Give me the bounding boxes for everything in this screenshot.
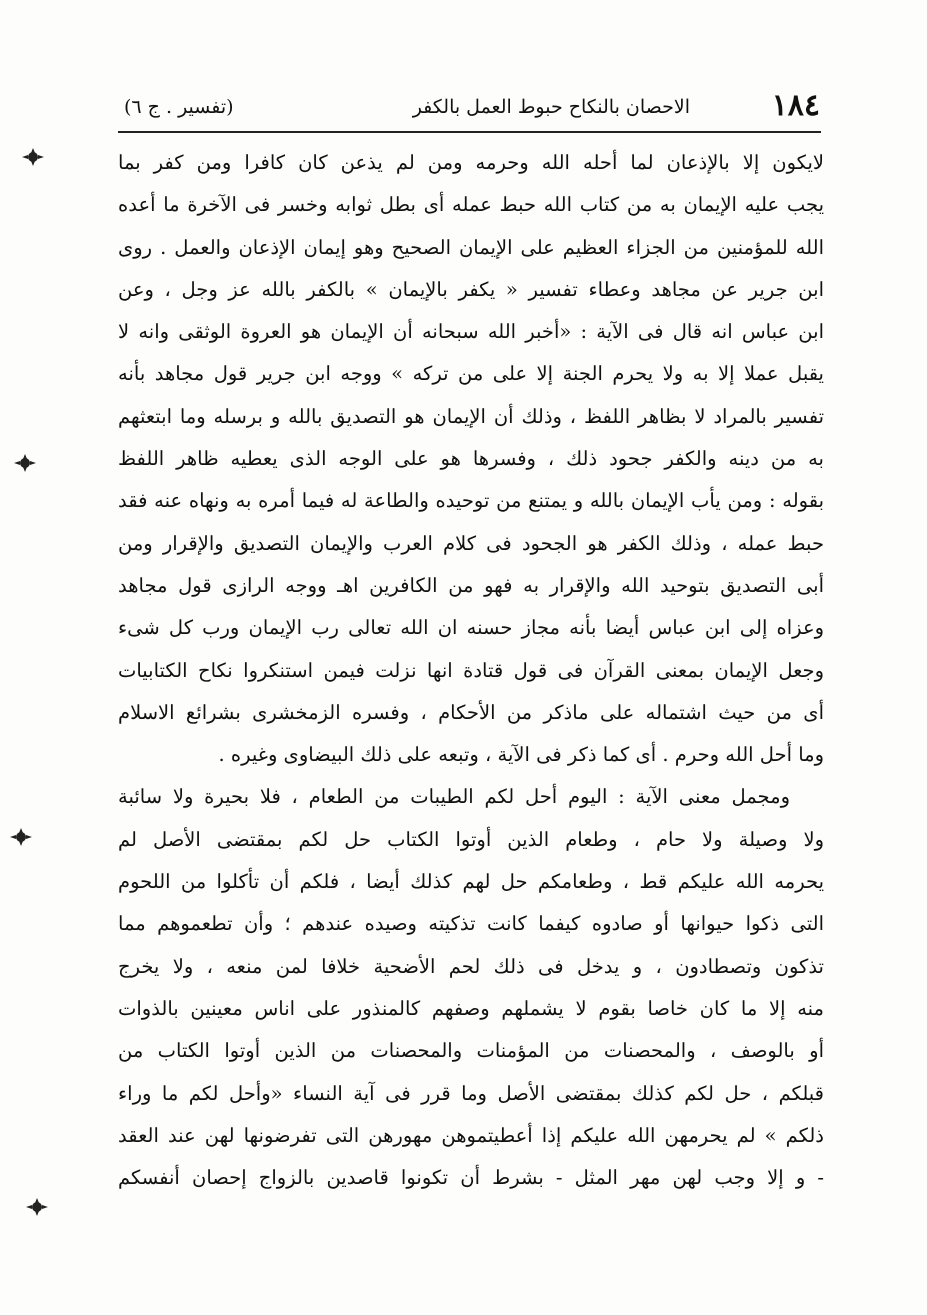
- body-text: [118, 142, 824, 1292]
- text-line: ذلكم » لم يحرمهن الله عليكم إذا أعطيتموهن مهورهن التى تفرضونها لهن عند العقد: [118, 1123, 824, 1147]
- text-line: وما أحل الله وحرم . أى كما ذكر فى الآية ، وتبعه على ذلك البيضاوى وغيره .: [218, 743, 824, 767]
- text-line: ابن جرير عن مجاهد وعطاء تفسير « يكفر بالإيمان » بالكفر بالله عز وجل ، وعن: [118, 277, 824, 301]
- text-line: أى من حيث اشتماله على ماذكر من الأحكام ، وفسره الزمخشرى بشرائع الاسلام: [118, 700, 824, 724]
- text-line: وعزاه إلى ابن عباس أيضا بأنه مجاز حسنه ان الله تعالى رب الإيمان ورب كل شىء: [118, 616, 824, 640]
- margin-ornament-icon: [10, 826, 32, 848]
- text-line: يحرمه الله عليكم قط ، وطعامكم حل لهم كذلك أيضا ، فلكم أن تأكلوا من اللحوم: [118, 870, 824, 894]
- text-line: حبط عمله ، وذلك الكفر هو الجحود فى كلام العرب والإيمان التصديق والإقرار ومن: [118, 531, 824, 555]
- text-line: به من دينه والكفر جحود ذلك ، وفسرها هو على الوجه الذى يعطيه ظاهر اللفظ: [118, 447, 824, 471]
- margin-ornament-icon: [26, 1196, 48, 1218]
- text-line: لايكون إلا بالإذعان لما أحله الله وحرمه ومن لم يذعن كان كافرا ومن كفر بما: [118, 151, 824, 174]
- margin-ornament-icon: [14, 452, 36, 474]
- text-line: الله للمؤمنين من الجزاء العظيم على الإيمان الصحيح وهو إيمان الإذعان والعمل . روى: [118, 235, 824, 259]
- text-line: التى ذكوا حيوانها أو صادوه كيفما كانت تذكيته وصيده عندهم ؛ وأن تطعموهم مما: [118, 912, 824, 936]
- text-line: - و إلا وجب لهن مهر المثل - بشرط أن تكونوا قاصدين بالزواج إحصان أنفسكم: [118, 1166, 824, 1190]
- text-line: أبى التصديق بتوحيد الله والإقرار به فهو من الكافرين اهـ ووجه الرازى قول مجاهد: [118, 573, 824, 597]
- text-line: أو بالوصف ، والمحصنات من المؤمنات والمحصنات من الذين أوتوا الكتاب من: [118, 1039, 824, 1063]
- text-line: بقوله : ومن يأب الإيمان بالله و يمتنع من توحيده والطاعة له فيما أمره به ونهاه عنه فقد: [118, 489, 824, 513]
- section-reference: (تفسير . ج ٦): [124, 96, 234, 118]
- margin-ornament-icon: [22, 146, 44, 168]
- running-title: الاحصان بالنكاح حبوط العمل بالكفر: [412, 96, 690, 118]
- text-line: منه إلا ما كان خاصا بقوم لا يشملهم وصفهم كالمنذور على اناس معينين بالذوات: [118, 996, 824, 1020]
- page-number: ١٨٤: [771, 88, 820, 123]
- text-line: ومجمل معنى الآية : اليوم أحل لكم الطيبات من الطعام ، فلا بحيرة ولا سائبة: [118, 785, 790, 809]
- text-line: تذكون وتصطادون ، و يدخل فى ذلك لحم الأضحية خلافا لمن منعه ، ولا يخرج: [118, 954, 824, 978]
- page-header: [120, 84, 820, 132]
- text-line: يجب عليه الإيمان به من كتاب الله حبط عمله أى بطل ثوابه وخسر فى الآخرة ما أعده: [118, 193, 824, 217]
- text-line: ولا وصيلة ولا حام ، وطعام الذين أوتوا الكتاب حل لكم بمقتضى الأصل لم: [118, 827, 824, 851]
- text-line: ابن عباس انه قال فى الآية : «أخبر الله سبحانه أن الإيمان هو العروة الوثقى وانه لا: [118, 320, 824, 344]
- text-line: يقبل عملا إلا به ولا يحرم الجنة إلا على من تركه » ووجه ابن جرير قول مجاهد بأنه: [118, 362, 824, 386]
- text-line: وجعل الإيمان بمعنى القرآن فى قول قتادة انها نزلت فيمن استنكروا نكاح الكتابيات: [118, 658, 824, 682]
- text-line: قبلكم ، حل لكم كذلك بمقتضى الأصل وما قرر فى آية النساء «وأحل لكم ما وراء: [118, 1081, 824, 1105]
- header-rule: [118, 131, 821, 133]
- text-line: تفسير بالمراد لا بظاهر اللفظ ، وذلك أن الإيمان هو التصديق بالله و برسله وما ابتعثهم: [118, 404, 824, 428]
